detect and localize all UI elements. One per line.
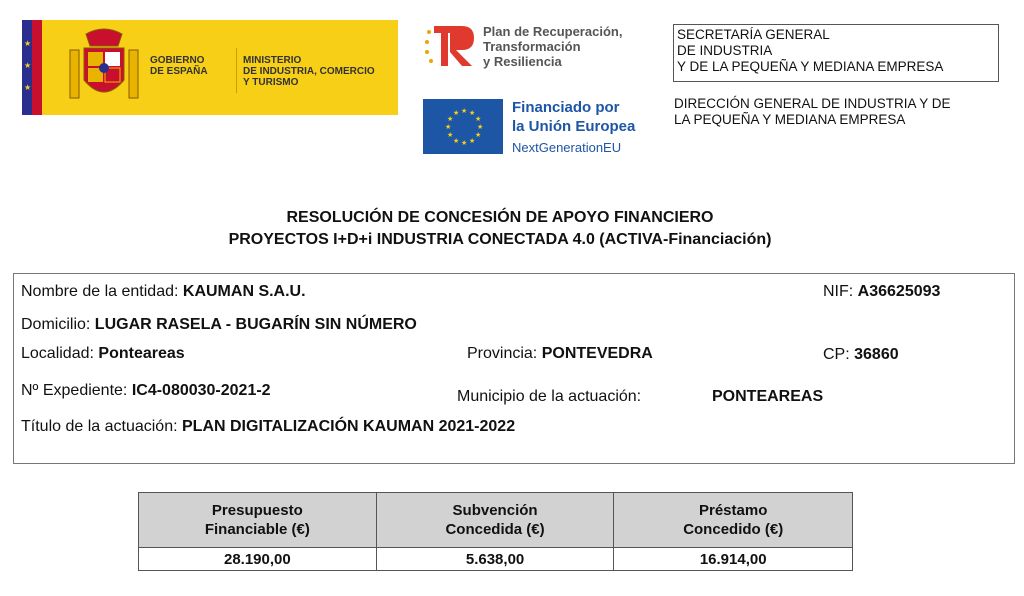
svg-text:★: ★ [461,107,468,115]
value-presupuesto: 28.190,00 [139,548,377,571]
svg-text:★: ★ [453,109,460,117]
prtr-text: Plan de Recuperación, Transformación y Resiliencia [483,24,623,69]
nif-field: NIF: A36625093 [823,283,941,300]
entity-name-field: Nombre de la entidad: KAUMAN S.A.U. [21,283,306,300]
municipio-label: Municipio de la actuación: [457,388,642,405]
direccion-text: DIRECCIÓN GENERAL DE INDUSTRIA Y DE LA PEQUEÑA Y MEDIANA EMPRESA [674,96,951,127]
eu-nextgen-text: NextGenerationEU [512,140,622,155]
table-header-row [139,493,853,548]
financial-summary-table [138,492,853,571]
svg-text:★: ★ [447,115,454,123]
expediente-field: Nº Expediente: IC4-080030-2021-2 [21,382,271,399]
titulo-field: Título de la actuación: PLAN DIGITALIZACIÓN KAUMAN 2021-2022 [21,418,516,435]
header-prestamo: Préstamo Concedido (€) [614,493,853,548]
ministerio-text: MINISTERIO DE INDUSTRIA, COMERCIO Y TURISMO [243,55,375,88]
svg-text:★: ★ [475,115,482,123]
svg-text:★: ★ [475,131,482,139]
coat-of-arms-icon [68,28,140,108]
svg-text:★: ★ [445,123,452,131]
value-prestamo: 16.914,00 [614,548,853,571]
logo-divider [236,48,237,93]
svg-text:★: ★ [469,137,476,145]
header-presupuesto: Presupuesto Financiable (€) [139,493,377,548]
secretaria-text: SECRETARÍA GENERAL DE INDUSTRIA Y DE LA PEQUEÑA Y MEDIANA EMPRESA [677,27,944,74]
svg-text:★: ★ [453,137,460,145]
prtr-logo-icon [424,22,478,70]
header-subvencion: Subvención Concedida (€) [376,493,614,548]
value-subvencion: 5.638,00 [376,548,614,571]
municipio-value: PONTEAREAS [712,388,824,405]
document-title-line2: PROYECTOS I+D+i INDUSTRIA CONECTADA 4.0 (ACTIVA-Financiación) [228,231,772,248]
svg-text:★: ★ [469,109,476,117]
svg-text:★: ★ [447,131,454,139]
gobierno-text: GOBIERNO DE ESPAÑA [150,55,208,77]
domicilio-field: Domicilio: LUGAR RASELA - BUGARÍN SIN NÚMERO [21,316,417,333]
svg-text:★: ★ [477,123,484,131]
document-title-line1: RESOLUCIÓN DE CONCESIÓN DE APOYO FINANCIERO [286,209,714,226]
svg-text:★: ★ [461,139,468,147]
localidad-field: Localidad: Ponteareas [21,345,185,362]
eu-flag-icon [423,99,503,154]
table-row [139,548,853,571]
eu-funding-text: Financiado por la Unión Europea [512,99,636,135]
cp-field: CP: 36860 [823,346,899,363]
provincia-field: Provincia: PONTEVEDRA [467,345,653,362]
eu-stars-icon: ★ ★ ★ [24,39,32,92]
